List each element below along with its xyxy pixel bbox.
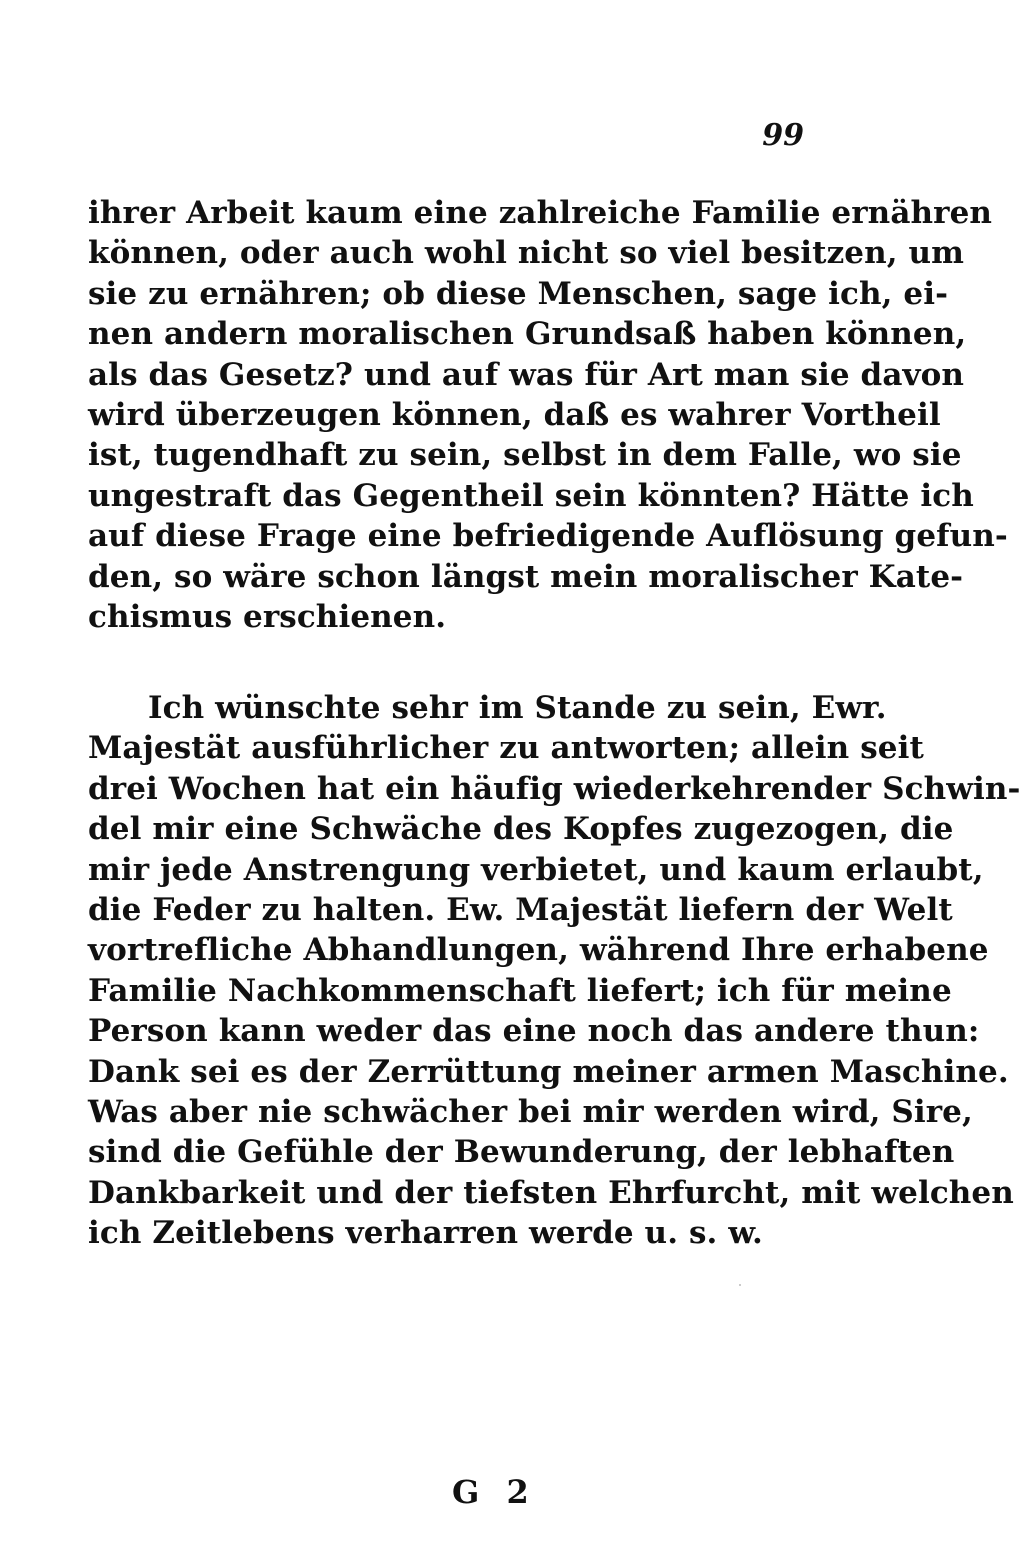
text-line: ungestraft das Gegentheil sein könnten? Hätte ich — [88, 477, 974, 514]
text-line: chismus erschienen. — [88, 598, 447, 635]
text-line: den, so wäre schon längst mein moralischer Kate- — [88, 558, 964, 595]
text-line: Dank sei es der Zerrüttung meiner armen Maschine. — [88, 1053, 1009, 1090]
text-line: sie zu ernähren; ob diese Menschen, sage ich, ei- — [88, 275, 949, 312]
signature-mark: G 2 — [452, 1473, 537, 1511]
text-line: ist, tugendhaft zu sein, selbst in dem Falle, wo sie — [88, 437, 962, 474]
text-line: Familie Nachkommenschaft liefert; ich für meine — [88, 972, 952, 1009]
text-line: del mir eine Schwäche des Kopfes zugezogen, die — [88, 811, 954, 848]
text-line: die Feder zu halten. Ew. Majestät liefern der Welt — [88, 891, 953, 928]
text-line: vortrefliche Abhandlungen, während Ihre erhabene — [88, 932, 989, 969]
text-line: Majestät ausführlicher zu antworten; allein seit — [88, 730, 924, 767]
text-line: wird überzeugen können, daß es wahrer Vortheil — [88, 396, 941, 433]
text-line: als das Gesetz? und auf was für Art man sie davon — [88, 356, 965, 393]
text-line: sind die Gefühle der Bewunderung, der lebhaften — [88, 1134, 955, 1171]
page-number: 99 — [762, 118, 804, 153]
paragraph-2 — [88, 688, 1021, 1253]
text-line: Dankbarkeit und der tiefsten Ehrfurcht, mit welchen — [88, 1174, 1014, 1211]
text-line: Person kann weder das eine noch das andere thun: — [88, 1013, 980, 1050]
text-line: Was aber nie schwächer bei mir werden wird, Sire, — [88, 1093, 973, 1130]
text-line: mir jede Anstrengung verbietet, und kaum erlaubt, — [88, 851, 984, 888]
text-line: können, oder auch wohl nicht so viel besitzen, um — [88, 235, 965, 272]
text-line: auf diese Frage eine befriedigende Auflösung gefun- — [88, 518, 1008, 555]
text-line: Ich wünschte sehr im Stande zu sein, Ewr. — [148, 690, 887, 726]
paper-speck — [739, 1284, 741, 1286]
text-line: nen andern moralischen Grundsaß haben können, — [88, 316, 967, 353]
text-line: ich Zeitlebens verharren werde u. s. w. — [88, 1215, 763, 1252]
text-line: ihrer Arbeit kaum eine zahlreiche Familie ernähren — [88, 195, 993, 231]
paragraph-1 — [88, 193, 1008, 637]
text-line: drei Wochen hat ein häufig wiederkehrender Schwin- — [88, 770, 1021, 807]
